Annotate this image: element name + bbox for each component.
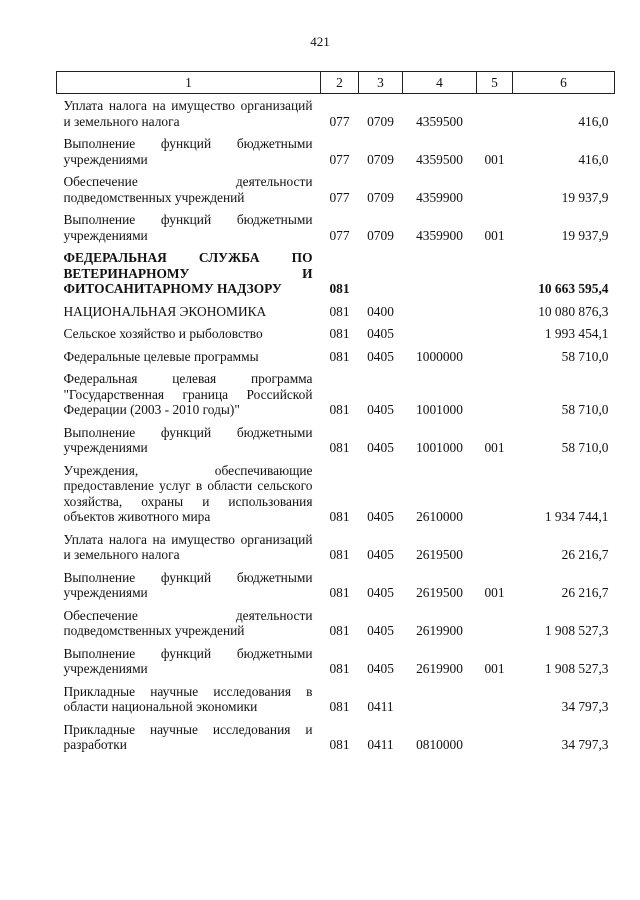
row-name: Уплата налога на имущество организаций и земельного налога	[63, 531, 313, 562]
table-body	[57, 94, 615, 753]
table-row	[57, 342, 615, 365]
row-name: Прикладные научные исследования и разработки	[63, 721, 313, 752]
row-expense-type	[477, 243, 513, 297]
header-row	[57, 72, 615, 94]
row-amount: 1 993 454,1	[544, 326, 609, 341]
row-ministry-code: 081	[329, 509, 350, 524]
row-amount: 34 797,3	[561, 699, 609, 714]
row-target-code: 1001000	[416, 402, 463, 417]
row-expense-type	[477, 319, 513, 342]
row-target-code: 4359900	[416, 189, 463, 205]
row-target-code: 2619500	[416, 585, 463, 600]
row-amount: 1 908 527,3	[544, 623, 609, 638]
row-name: Выполнение функций бюджетными учреждениями	[63, 212, 313, 243]
row-target-code	[403, 243, 477, 297]
header-col-target: 4	[403, 72, 477, 94]
row-amount: 26 216,7	[561, 585, 609, 600]
row-name: Выполнение функций бюджетными учреждениями	[63, 645, 313, 676]
table-row	[57, 243, 615, 297]
row-section-code: 0709	[367, 189, 394, 205]
row-target-code	[403, 297, 477, 320]
row-section-code: 0405	[367, 402, 394, 417]
table-row	[57, 418, 615, 456]
row-name: Уплата налога на имущество организаций и земельного налога	[63, 98, 313, 129]
row-ministry-code: 077	[329, 113, 350, 129]
row-target-code: 2619900	[416, 661, 463, 676]
row-expense-type	[477, 677, 513, 715]
row-amount: 19 937,9	[561, 227, 609, 243]
row-target-code: 4359900	[416, 227, 463, 243]
table-row	[57, 715, 615, 753]
table-row	[57, 167, 615, 205]
row-section-code: 0405	[367, 440, 394, 455]
row-ministry-code: 081	[329, 699, 350, 714]
row-name: Федеральные целевые программы	[63, 348, 259, 364]
row-ministry-code: 077	[329, 227, 350, 243]
table-row	[57, 129, 615, 167]
row-name: Обеспечение деятельности подведомственных учреждений	[63, 607, 313, 638]
row-target-code: 1001000	[416, 440, 463, 455]
row-expense-type: 001	[484, 227, 505, 243]
table-row	[57, 563, 615, 601]
row-section-code: 0709	[367, 113, 394, 129]
table-row	[57, 94, 615, 130]
row-section-code: 0405	[367, 348, 394, 364]
row-amount: 10 080 876,3	[538, 303, 609, 319]
row-expense-type	[477, 167, 513, 205]
row-section-code: 0709	[367, 227, 394, 243]
row-name: Выполнение функций бюджетными учреждениями	[63, 136, 313, 167]
row-target-code: 0810000	[416, 737, 463, 752]
row-section-code: 0411	[367, 699, 394, 714]
row-section-code: 0405	[367, 326, 394, 341]
table-row	[57, 677, 615, 715]
row-expense-type	[477, 342, 513, 365]
row-name: Прикладные научные исследования в области национальной экономики	[63, 683, 313, 714]
row-name: Выполнение функций бюджетными учреждениями	[63, 424, 313, 455]
row-name: Учреждения, обеспечивающие предоставление услуг в области сельского хозяйства, охраны и использования объектов животного мира	[63, 462, 313, 524]
table-row	[57, 525, 615, 563]
row-amount: 58 710,0	[561, 402, 609, 417]
row-section-code: 0411	[367, 737, 394, 752]
row-section-code: 0405	[367, 585, 394, 600]
row-expense-type: 001	[484, 151, 505, 167]
row-amount: 34 797,3	[561, 737, 609, 752]
header-col-name: 1	[57, 72, 321, 94]
row-section-code: 0400	[367, 303, 394, 319]
row-expense-type	[477, 456, 513, 525]
row-ministry-code: 081	[329, 303, 350, 319]
row-ministry-code: 077	[329, 189, 350, 205]
row-expense-type	[477, 525, 513, 563]
row-section-code: 0405	[367, 623, 394, 638]
row-ministry-code: 081	[329, 440, 350, 455]
row-name: Сельское хозяйство и рыболовство	[63, 326, 263, 341]
row-target-code: 4359500	[416, 151, 463, 167]
row-expense-type	[477, 601, 513, 639]
row-ministry-code: 081	[329, 348, 350, 364]
table-header	[57, 72, 615, 94]
row-ministry-code: 081	[329, 326, 350, 341]
row-target-code	[403, 677, 477, 715]
row-target-code: 2610000	[416, 509, 463, 524]
row-amount: 58 710,0	[561, 348, 609, 364]
row-ministry-code: 081	[329, 281, 350, 296]
table-row	[57, 639, 615, 677]
page-number: 421	[310, 34, 330, 49]
row-amount: 1 908 527,3	[544, 661, 609, 676]
table-row	[57, 601, 615, 639]
row-section-code: 0405	[367, 509, 394, 524]
header-col-amount: 6	[513, 72, 615, 94]
row-expense-type	[477, 94, 513, 130]
budget-table	[56, 71, 615, 753]
row-section-code: 0709	[367, 151, 394, 167]
row-ministry-code: 081	[329, 661, 350, 676]
row-target-code	[403, 319, 477, 342]
row-amount: 1 934 744,1	[544, 509, 609, 524]
row-amount: 416,0	[578, 151, 609, 167]
row-name: Федеральная целевая программа "Государственная граница Российской Федерации (2003 - 2010 годы)"	[63, 371, 313, 417]
row-ministry-code: 081	[329, 402, 350, 417]
row-amount: 26 216,7	[561, 547, 609, 562]
header-col-section: 3	[359, 72, 403, 94]
table-row	[57, 319, 615, 342]
row-amount: 416,0	[578, 113, 609, 129]
table-row	[57, 456, 615, 525]
row-expense-type: 001	[484, 661, 505, 676]
row-section-code: 0405	[367, 547, 394, 562]
table-row	[57, 297, 615, 320]
row-ministry-code: 081	[329, 623, 350, 638]
row-amount: 19 937,9	[561, 189, 609, 205]
row-amount: 10 663 595,4	[538, 281, 609, 296]
row-target-code: 2619900	[416, 623, 463, 638]
table-row	[57, 364, 615, 418]
row-name: НАЦИОНАЛЬНАЯ ЭКОНОМИКА	[63, 303, 267, 319]
row-name: Обеспечение деятельности подведомственных учреждений	[63, 174, 313, 205]
row-name: Выполнение функций бюджетными учреждениями	[63, 569, 313, 600]
row-ministry-code: 077	[329, 151, 350, 167]
row-target-code: 4359500	[416, 113, 463, 129]
row-ministry-code: 081	[329, 737, 350, 752]
row-expense-type: 001	[484, 440, 505, 455]
row-section-code: 0405	[367, 661, 394, 676]
row-ministry-code: 081	[329, 547, 350, 562]
row-name: ФЕДЕРАЛЬНАЯ СЛУЖБА ПО ВЕТЕРИНАРНОМУ И ФИТОСАНИТАРНОМУ НАДЗОРУ	[63, 250, 313, 296]
row-expense-type	[477, 364, 513, 418]
row-amount: 58 710,0	[561, 440, 609, 455]
header-col-type: 5	[477, 72, 513, 94]
row-expense-type: 001	[484, 585, 505, 600]
row-expense-type	[477, 297, 513, 320]
row-target-code: 2619500	[416, 547, 463, 562]
table-row	[57, 205, 615, 243]
row-expense-type	[477, 715, 513, 753]
row-ministry-code: 081	[329, 585, 350, 600]
header-col-ministry: 2	[321, 72, 359, 94]
row-section-code	[359, 243, 403, 297]
row-target-code: 1000000	[416, 348, 463, 364]
